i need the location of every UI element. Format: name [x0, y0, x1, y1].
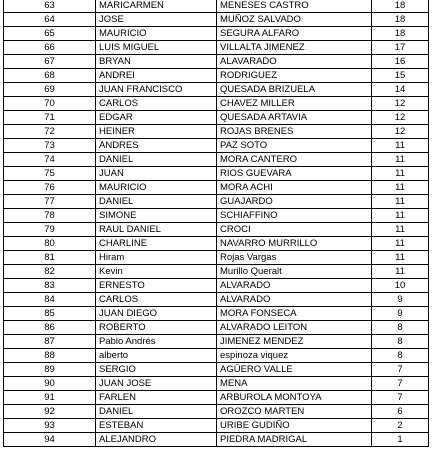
score-cell: 8: [372, 335, 429, 349]
table-row: [4, 125, 429, 139]
row-number-cell: 89: [4, 363, 96, 377]
score-cell: 8: [372, 349, 429, 363]
row-number-cell: 67: [4, 55, 96, 69]
row-number-cell: 84: [4, 293, 96, 307]
score-cell: 1: [372, 433, 429, 447]
first-name-cell: DANIEL: [96, 153, 217, 167]
last-name-cell: MORA FONSECA: [217, 307, 372, 321]
last-name-cell: RODRIGUEZ: [217, 69, 372, 83]
row-number-cell: 79: [4, 223, 96, 237]
score-cell: 11: [372, 139, 429, 153]
last-name-cell: QUESADA ARTAVIA: [217, 111, 372, 125]
last-name-cell: MENESES CASTRO: [217, 0, 372, 13]
table-row: [4, 13, 429, 27]
last-name-cell: OROZCO MARTEN: [217, 405, 372, 419]
row-number-cell: 63: [4, 0, 96, 13]
last-name-cell: JIMENEZ MENDEZ: [217, 335, 372, 349]
first-name-cell: DANIEL: [96, 195, 217, 209]
first-name-cell: ANDREI: [96, 69, 217, 83]
score-cell: 11: [372, 265, 429, 279]
row-number-cell: 72: [4, 125, 96, 139]
score-cell: 18: [372, 27, 429, 41]
first-name-cell: JUAN JOSE: [96, 377, 217, 391]
row-number-cell: 85: [4, 307, 96, 321]
first-name-cell: JUAN DIEGO: [96, 307, 217, 321]
first-name-cell: BRYAN: [96, 55, 217, 69]
results-sheet: [3, 0, 428, 447]
table-row: [4, 377, 429, 391]
last-name-cell: QUESADA BRIZUELA: [217, 83, 372, 97]
first-name-cell: ANDRES: [96, 139, 217, 153]
score-cell: 11: [372, 153, 429, 167]
table-row: [4, 335, 429, 349]
table-row: [4, 251, 429, 265]
row-number-cell: 71: [4, 111, 96, 125]
first-name-cell: Pablo Andrés: [96, 335, 217, 349]
score-cell: 11: [372, 181, 429, 195]
row-number-cell: 65: [4, 27, 96, 41]
last-name-cell: MUÑOZ SALVADO: [217, 13, 372, 27]
score-cell: 18: [372, 13, 429, 27]
table-row: [4, 139, 429, 153]
score-cell: 11: [372, 237, 429, 251]
last-name-cell: MORA ACHI: [217, 181, 372, 195]
table-row: [4, 83, 429, 97]
row-number-cell: 91: [4, 391, 96, 405]
row-number-cell: 80: [4, 237, 96, 251]
score-cell: 12: [372, 111, 429, 125]
last-name-cell: PAZ SOTO: [217, 139, 372, 153]
first-name-cell: JUAN FRANCISCO: [96, 83, 217, 97]
first-name-cell: SERGIO: [96, 363, 217, 377]
last-name-cell: NAVARRO MURRILLO: [217, 237, 372, 251]
first-name-cell: CHARLINE: [96, 237, 217, 251]
row-number-cell: 86: [4, 321, 96, 335]
score-cell: 8: [372, 321, 429, 335]
score-cell: 12: [372, 97, 429, 111]
table-row: [4, 321, 429, 335]
table-row: [4, 27, 429, 41]
first-name-cell: ALEJANDRO: [96, 433, 217, 447]
score-cell: 17: [372, 41, 429, 55]
last-name-cell: CROCI: [217, 223, 372, 237]
table-row: [4, 223, 429, 237]
score-cell: 9: [372, 307, 429, 321]
results-table: [3, 0, 429, 447]
first-name-cell: RAUL DANIEL: [96, 223, 217, 237]
row-number-cell: 74: [4, 153, 96, 167]
table-row: [4, 0, 429, 13]
first-name-cell: ROBERTO: [96, 321, 217, 335]
table-row: [4, 55, 429, 69]
row-number-cell: 87: [4, 335, 96, 349]
row-number-cell: 73: [4, 139, 96, 153]
row-number-cell: 88: [4, 349, 96, 363]
table-row: [4, 195, 429, 209]
first-name-cell: ERNESTO: [96, 279, 217, 293]
row-number-cell: 64: [4, 13, 96, 27]
score-cell: 12: [372, 125, 429, 139]
table-row: [4, 69, 429, 83]
first-name-cell: JUAN: [96, 167, 217, 181]
table-row: [4, 237, 429, 251]
last-name-cell: MORA CANTERO: [217, 153, 372, 167]
table-row: [4, 265, 429, 279]
score-cell: 15: [372, 69, 429, 83]
first-name-cell: JOSE: [96, 13, 217, 27]
results-table-body: [4, 0, 429, 447]
first-name-cell: FARLEN: [96, 391, 217, 405]
first-name-cell: CARLOS: [96, 97, 217, 111]
row-number-cell: 76: [4, 181, 96, 195]
table-row: [4, 111, 429, 125]
row-number-cell: 90: [4, 377, 96, 391]
table-row: [4, 293, 429, 307]
score-cell: 9: [372, 293, 429, 307]
last-name-cell: ALVARADO LEITON: [217, 321, 372, 335]
first-name-cell: Kevin: [96, 265, 217, 279]
last-name-cell: ALAVARADO: [217, 55, 372, 69]
table-row: [4, 419, 429, 433]
score-cell: 10: [372, 279, 429, 293]
score-cell: 11: [372, 223, 429, 237]
score-cell: 14: [372, 83, 429, 97]
row-number-cell: 92: [4, 405, 96, 419]
score-cell: 7: [372, 363, 429, 377]
first-name-cell: MARICARMEN: [96, 0, 217, 13]
score-cell: 11: [372, 209, 429, 223]
table-row: [4, 405, 429, 419]
row-number-cell: 94: [4, 433, 96, 447]
table-row: [4, 209, 429, 223]
row-number-cell: 66: [4, 41, 96, 55]
last-name-cell: AGÜERO VALLE: [217, 363, 372, 377]
score-cell: 7: [372, 391, 429, 405]
score-cell: 7: [372, 377, 429, 391]
last-name-cell: ROJAS BRENES: [217, 125, 372, 139]
row-number-cell: 82: [4, 265, 96, 279]
last-name-cell: VILLALTA JIMENEZ: [217, 41, 372, 55]
score-cell: 6: [372, 405, 429, 419]
last-name-cell: ALVARADO: [217, 279, 372, 293]
last-name-cell: ARBUROLA MONTOYA: [217, 391, 372, 405]
last-name-cell: MENA: [217, 377, 372, 391]
last-name-cell: ALVARADO: [217, 293, 372, 307]
last-name-cell: GUAJARDO: [217, 195, 372, 209]
table-row: [4, 307, 429, 321]
first-name-cell: MAURICIO: [96, 181, 217, 195]
table-row: [4, 97, 429, 111]
first-name-cell: Hiram: [96, 251, 217, 265]
table-row: [4, 279, 429, 293]
first-name-cell: DANIEL: [96, 405, 217, 419]
row-number-cell: 70: [4, 97, 96, 111]
table-row: [4, 41, 429, 55]
last-name-cell: RIOS GUEVARA: [217, 167, 372, 181]
score-cell: 11: [372, 251, 429, 265]
table-row: [4, 363, 429, 377]
row-number-cell: 75: [4, 167, 96, 181]
row-number-cell: 93: [4, 419, 96, 433]
row-number-cell: 69: [4, 83, 96, 97]
table-row: [4, 167, 429, 181]
last-name-cell: SCHIAFFINO: [217, 209, 372, 223]
first-name-cell: CARLOS: [96, 293, 217, 307]
last-name-cell: espinoza viquez: [217, 349, 372, 363]
last-name-cell: URIBE GUDIÑO: [217, 419, 372, 433]
first-name-cell: alberto: [96, 349, 217, 363]
table-row: [4, 153, 429, 167]
first-name-cell: EDGAR: [96, 111, 217, 125]
first-name-cell: SIMONE: [96, 209, 217, 223]
first-name-cell: ESTEBAN: [96, 419, 217, 433]
last-name-cell: SEGURA ALFARO: [217, 27, 372, 41]
score-cell: 16: [372, 55, 429, 69]
score-cell: 2: [372, 419, 429, 433]
score-cell: 18: [372, 0, 429, 13]
table-row: [4, 349, 429, 363]
row-number-cell: 83: [4, 279, 96, 293]
score-cell: 11: [372, 167, 429, 181]
first-name-cell: LUIS MIGUEL: [96, 41, 217, 55]
last-name-cell: Rojas Vargas: [217, 251, 372, 265]
last-name-cell: PIEDRA MADRIGAL: [217, 433, 372, 447]
row-number-cell: 78: [4, 209, 96, 223]
row-number-cell: 81: [4, 251, 96, 265]
table-row: [4, 181, 429, 195]
score-cell: 11: [372, 195, 429, 209]
last-name-cell: CHAVEZ MILLER: [217, 97, 372, 111]
last-name-cell: Murillo Queralt: [217, 265, 372, 279]
first-name-cell: MAURICIO: [96, 27, 217, 41]
row-number-cell: 77: [4, 195, 96, 209]
first-name-cell: HEINER: [96, 125, 217, 139]
table-row: [4, 433, 429, 447]
table-row: [4, 391, 429, 405]
row-number-cell: 68: [4, 69, 96, 83]
